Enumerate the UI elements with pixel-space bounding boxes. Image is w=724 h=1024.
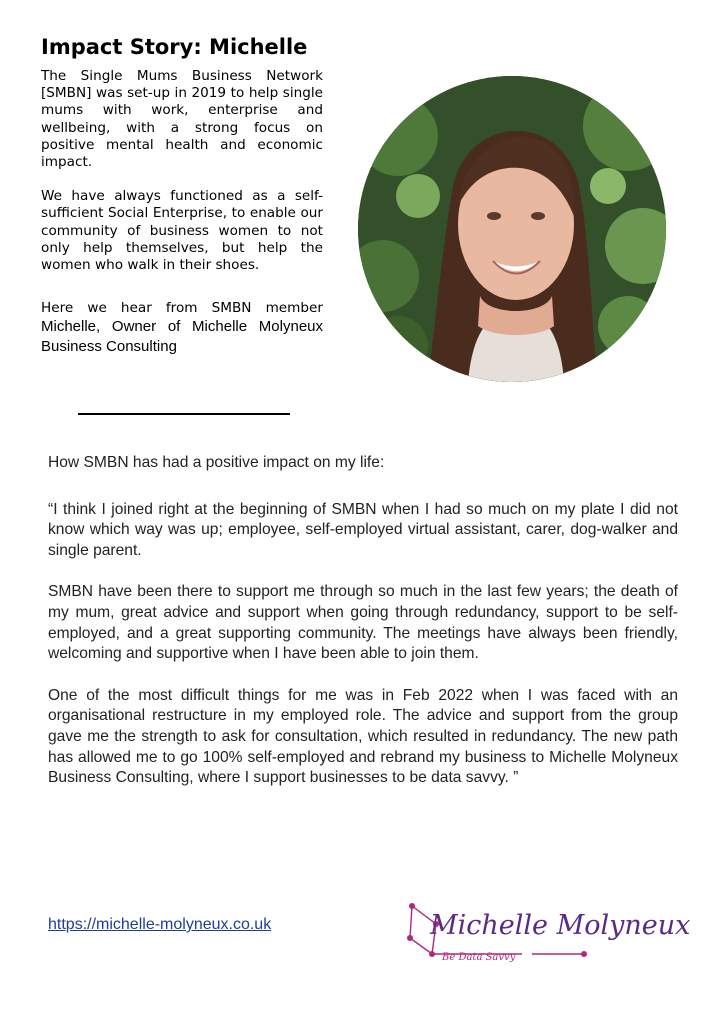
logo-name: Michelle Molyneux <box>430 910 691 941</box>
section-divider <box>78 413 290 415</box>
intro-member-lead: Here we hear from SMBN member <box>41 300 323 317</box>
testimonial-paragraph-2: SMBN have been there to support me through so much in the last few years; the death of my mum, great advice and support when going through redundancy, support to be self-employed, and a great supporting community. The meetings have always been friendly, welcoming and supportive when I have been able to join them. <box>48 583 678 663</box>
intro-paragraph-2: We have always functioned as a self-sufficient Social Enterprise, to enable our community of business women to not only help themselves, but help the women who walk in their shoes. <box>41 188 323 274</box>
portrait-illustration <box>358 76 666 382</box>
testimonial-section <box>48 453 678 810</box>
page-title: Impact Story: Michelle <box>41 35 308 59</box>
brand-logo <box>402 896 694 974</box>
portrait-photo <box>358 76 666 382</box>
website-link[interactable]: https://michelle-molyneux.co.uk <box>48 916 272 933</box>
testimonial-heading: How SMBN has had a positive impact on my life: <box>48 454 385 471</box>
logo-tagline: Be Data Savvy <box>442 952 516 963</box>
intro-member-owner: Michelle, Owner of Michelle Molyneux Business Consulting <box>41 318 323 356</box>
intro-section <box>41 68 323 357</box>
testimonial-paragraph-1: “I think I joined right at the beginning of SMBN when I had so much on my plate I did not know which way was up; employee, self-employed virtual assistant, carer, dog-walker and single parent. <box>48 500 678 559</box>
brand-logo-mark <box>402 896 694 974</box>
testimonial-paragraph-3: One of the most difficult things for me was in Feb 2022 when I was faced with an organisational restructure in my employed role. The advice and support from the group gave me the strength to ask for consultation, which resulted in redundancy. The new path has allowed me to go 100% self-employed and rebrand my business to Michelle Molyneux Business Consulting, where I support businesses to be data savvy. ” <box>48 686 678 787</box>
intro-paragraph-1: The Single Mums Business Network [SMBN] was set-up in 2019 to help single mums with work, enterprise and wellbeing, with a strong focus on positive mental health and economic impact. <box>41 68 323 171</box>
intro-paragraph-3 <box>41 300 323 357</box>
